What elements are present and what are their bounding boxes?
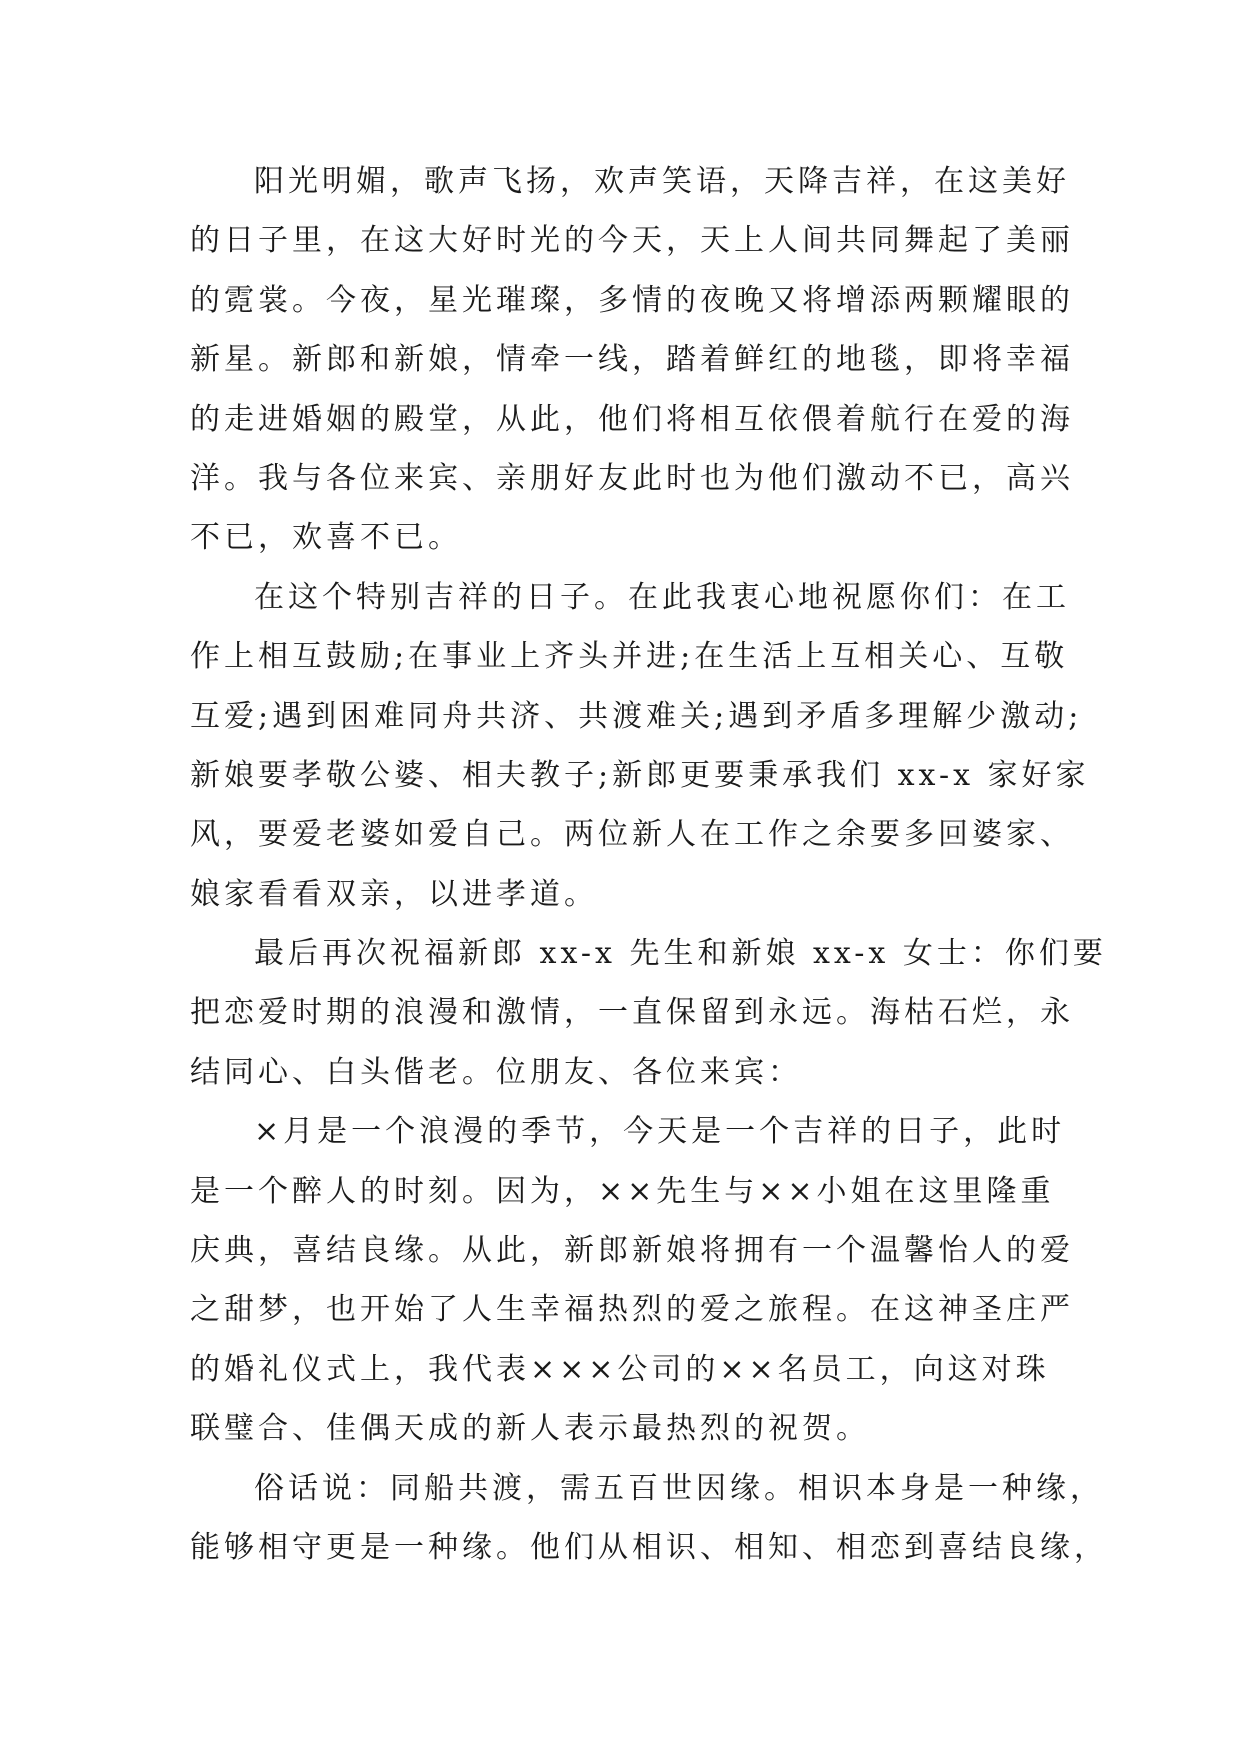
text-line: 在这个特别吉祥的日子。在此我衷心地祝愿你们：在工 [254, 579, 1070, 615]
text-line: 新星。新郎和新娘，情牵一线，踏着鲜红的地毯，即将幸福 [190, 342, 1074, 378]
text-line: 庆典，喜结良缘。从此，新郎新娘将拥有一个温馨怡人的爱 [190, 1233, 1074, 1269]
text-line: 是一个醉人的时刻。因为，××先生与××小姐在这里隆重 [190, 1173, 1055, 1209]
text-line: 的走进婚姻的殿堂，从此，他们将相互依偎着航行在爱的海 [190, 401, 1074, 437]
text-line: 洋。我与各位来宾、亲朋好友此时也为他们激动不已，高兴 [190, 460, 1074, 496]
text-line: 的日子里，在这大好时光的今天，天上人间共同舞起了美丽 [190, 223, 1074, 259]
text-line: 不已，欢喜不已。 [190, 520, 462, 556]
text-line: 阳光明媚，歌声飞扬，欢声笑语，天降吉祥，在这美好 [254, 164, 1070, 199]
text-line: 作上相互鼓励;在事业上齐头并进;在生活上互相关心、互敬 [190, 639, 1069, 675]
text-line: 最后再次祝福新郎 xx-x 先生和新娘 xx-x 女士：你们要 [254, 936, 1107, 972]
text-line: 互爱;遇到困难同舟共济、共渡难关;遇到矛盾多理解少激动; [190, 698, 1083, 734]
text-line: 风，要爱老婆如爱自己。两位新人在工作之余要多回婆家、 [190, 817, 1074, 853]
text-line: 新娘要孝敬公婆、相夫教子;新郎更要秉承我们 xx-x 家好家 [190, 757, 1090, 793]
text-line: 娘家看看双亲，以进孝道。 [190, 876, 598, 912]
text-line: 俗话说：同船共渡，需五百世因缘。相识本身是一种缘， [254, 1470, 1104, 1506]
text-line: 的霓裳。今夜，星光璀璨，多情的夜晚又将增添两颗耀眼的 [190, 282, 1074, 318]
text-line: ×月是一个浪漫的季节，今天是一个吉祥的日子，此时 [254, 1114, 1066, 1150]
text-line: 结同心、白头偕老。位朋友、各位来宾： [190, 1054, 802, 1090]
text-line: 把恋爱时期的浪漫和激情，一直保留到永远。海枯石烂，永 [190, 995, 1074, 1031]
text-line: 的婚礼仪式上，我代表×××公司的××名员工，向这对珠 [190, 1351, 1050, 1387]
body-text [190, 152, 1108, 1577]
text-line: 能够相守更是一种缘。他们从相识、相知、相恋到喜结良缘， [190, 1529, 1108, 1565]
text-line: 之甜梦，也开始了人生幸福热烈的爱之旅程。在这神圣庄严 [190, 1292, 1074, 1328]
text-line: 联璧合、佳偶天成的新人表示最热烈的祝贺。 [190, 1411, 870, 1447]
